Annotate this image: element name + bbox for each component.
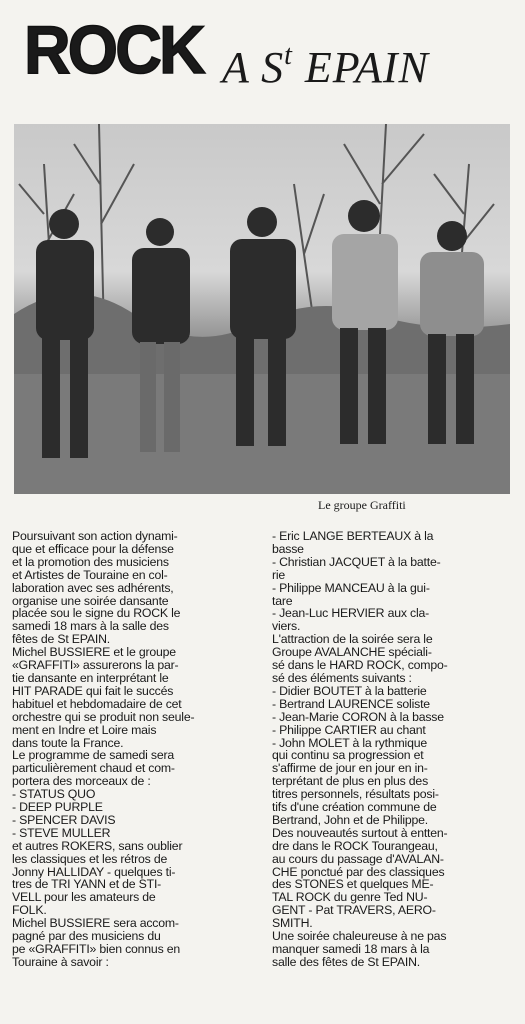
article-line: tie dansante en interprétant le xyxy=(12,670,169,685)
article-line: Touraine à savoir : xyxy=(12,954,109,969)
article-line: salle des fêtes de St EPAIN. xyxy=(272,954,420,969)
article-line: Michel BUSSIERE et le groupe xyxy=(12,645,176,660)
article-line: les classiques et les rétros de xyxy=(12,851,168,866)
article-line: orchestre qui se produit non seule- xyxy=(12,709,195,724)
article-line: - STATUS QUO xyxy=(12,787,96,802)
photo-caption: Le groupe Graffiti xyxy=(318,498,406,512)
article-line: organise une soirée dansante xyxy=(12,593,169,608)
article-line: des STONES et quelques ME- xyxy=(272,877,434,892)
article-line: - Bertrand LAURENCE soliste xyxy=(272,696,430,711)
article-line: Le programme de samedi sera xyxy=(12,748,175,763)
article-line: sé des éléments suivants : xyxy=(272,670,412,685)
headline-location: A $S^t$ EPAIN xyxy=(222,40,429,92)
article-line: dre dans le ROCK Tourangeau, xyxy=(272,838,438,853)
article-line: qui continu sa progression et xyxy=(272,748,424,763)
article-line: manquer samedi 18 mars à la xyxy=(272,942,430,956)
article-line: et Artistes de Touraine en col- xyxy=(12,567,168,582)
article-line: titres personnels, résultats posi- xyxy=(272,787,439,802)
article-line: Jonny HALLIDAY - quelques ti- xyxy=(12,864,176,879)
article-line: L'attraction de la soirée sera le xyxy=(272,632,433,647)
article-line: s'affirme de jour en jour en in- xyxy=(272,761,428,776)
article-line: que et efficace pour la défense xyxy=(12,541,174,556)
article-line: terprétant de plus en plus des xyxy=(272,774,429,789)
article-line: et autres ROKERS, sans oublier xyxy=(12,838,183,853)
article-line: FOLK. xyxy=(12,903,47,918)
article-line: rie xyxy=(272,567,286,582)
article-line: - Eric LANGE BERTEAUX à la xyxy=(272,529,434,543)
article-line: tres de TRI YANN et de STI- xyxy=(12,877,162,892)
article-line: au cours du passage d'AVALAN- xyxy=(272,851,444,866)
article-line: habituel et hebdomadaire de cet xyxy=(12,696,182,711)
article-line: portera des morceaux de : xyxy=(12,774,151,789)
article-line: viers. xyxy=(272,619,301,634)
article-line: dans toute la France. xyxy=(12,735,124,750)
headline-rock: ROCK xyxy=(24,12,203,88)
article-line: et la promotion des musiciens xyxy=(12,554,169,569)
article-line: pagné par des musiciens du xyxy=(12,929,161,944)
article-line: fêtes de St EPAIN. xyxy=(12,632,111,647)
article-line: particulièrement chaud et com- xyxy=(12,761,175,776)
article-line: Groupe AVALANCHE spéciali- xyxy=(272,645,432,660)
article-line: CHE ponctué par des classiques xyxy=(272,864,445,879)
article-line: tifs d'une création commune de xyxy=(272,800,437,815)
article-line: - Philippe CARTIER au chant xyxy=(272,722,426,737)
article-line: - Philippe MANCEAU à la gui- xyxy=(272,580,430,595)
article-line: - Christian JACQUET à la batte- xyxy=(272,554,441,569)
article-line: laboration avec ses adhérents, xyxy=(12,580,174,595)
article-line: SMITH. xyxy=(272,916,313,931)
article-line: Bertrand, John et de Philippe. xyxy=(272,812,429,827)
band-photo-illustration xyxy=(14,124,510,494)
article-line: sé dans le HARD ROCK, compo- xyxy=(272,658,448,673)
article-line: placée sou le signe du ROCK le xyxy=(12,606,181,621)
article-line: pe «GRAFFITI» bien connus en xyxy=(12,942,181,956)
article-line: «GRAFFITI» assurerons la par- xyxy=(12,658,179,673)
article-line: basse xyxy=(272,541,304,556)
article-line: GENT - Pat TRAVERS, AERO- xyxy=(272,903,436,918)
article-line: ment en Indre et Loire mais xyxy=(12,722,157,737)
article-line: Une soirée chaleureuse à ne pas xyxy=(272,929,447,944)
article-line: Michel BUSSIERE sera accom- xyxy=(12,916,179,931)
article-headline xyxy=(24,10,504,90)
article-line: tare xyxy=(272,593,293,608)
article-line: HIT PARADE qui fait le succés xyxy=(12,683,174,698)
article-line: TAL ROCK du genre Ted NU- xyxy=(272,890,428,905)
article-line: Poursuivant son action dynami- xyxy=(12,529,178,543)
article-line: - Didier BOUTET à la batterie xyxy=(272,683,427,698)
article-line: - Jean-Luc HERVIER aux cla- xyxy=(272,606,430,621)
article-column-right xyxy=(272,530,512,969)
article-line: samedi 18 mars à la salle des xyxy=(12,619,169,634)
article-line: - DEEP PURPLE xyxy=(12,800,103,815)
article-line: - Jean-Marie CORON à la basse xyxy=(272,709,444,724)
article-line: - SPENCER DAVIS xyxy=(12,812,116,827)
article-line: VELL pour les amateurs de xyxy=(12,890,156,905)
band-photo xyxy=(14,124,510,494)
article-line: Des nouveautés surtout à entten- xyxy=(272,825,448,840)
article-line: - STEVE MULLER xyxy=(12,825,111,840)
article-line: - John MOLET à la rythmique xyxy=(272,735,427,750)
article-column-left xyxy=(12,530,256,969)
